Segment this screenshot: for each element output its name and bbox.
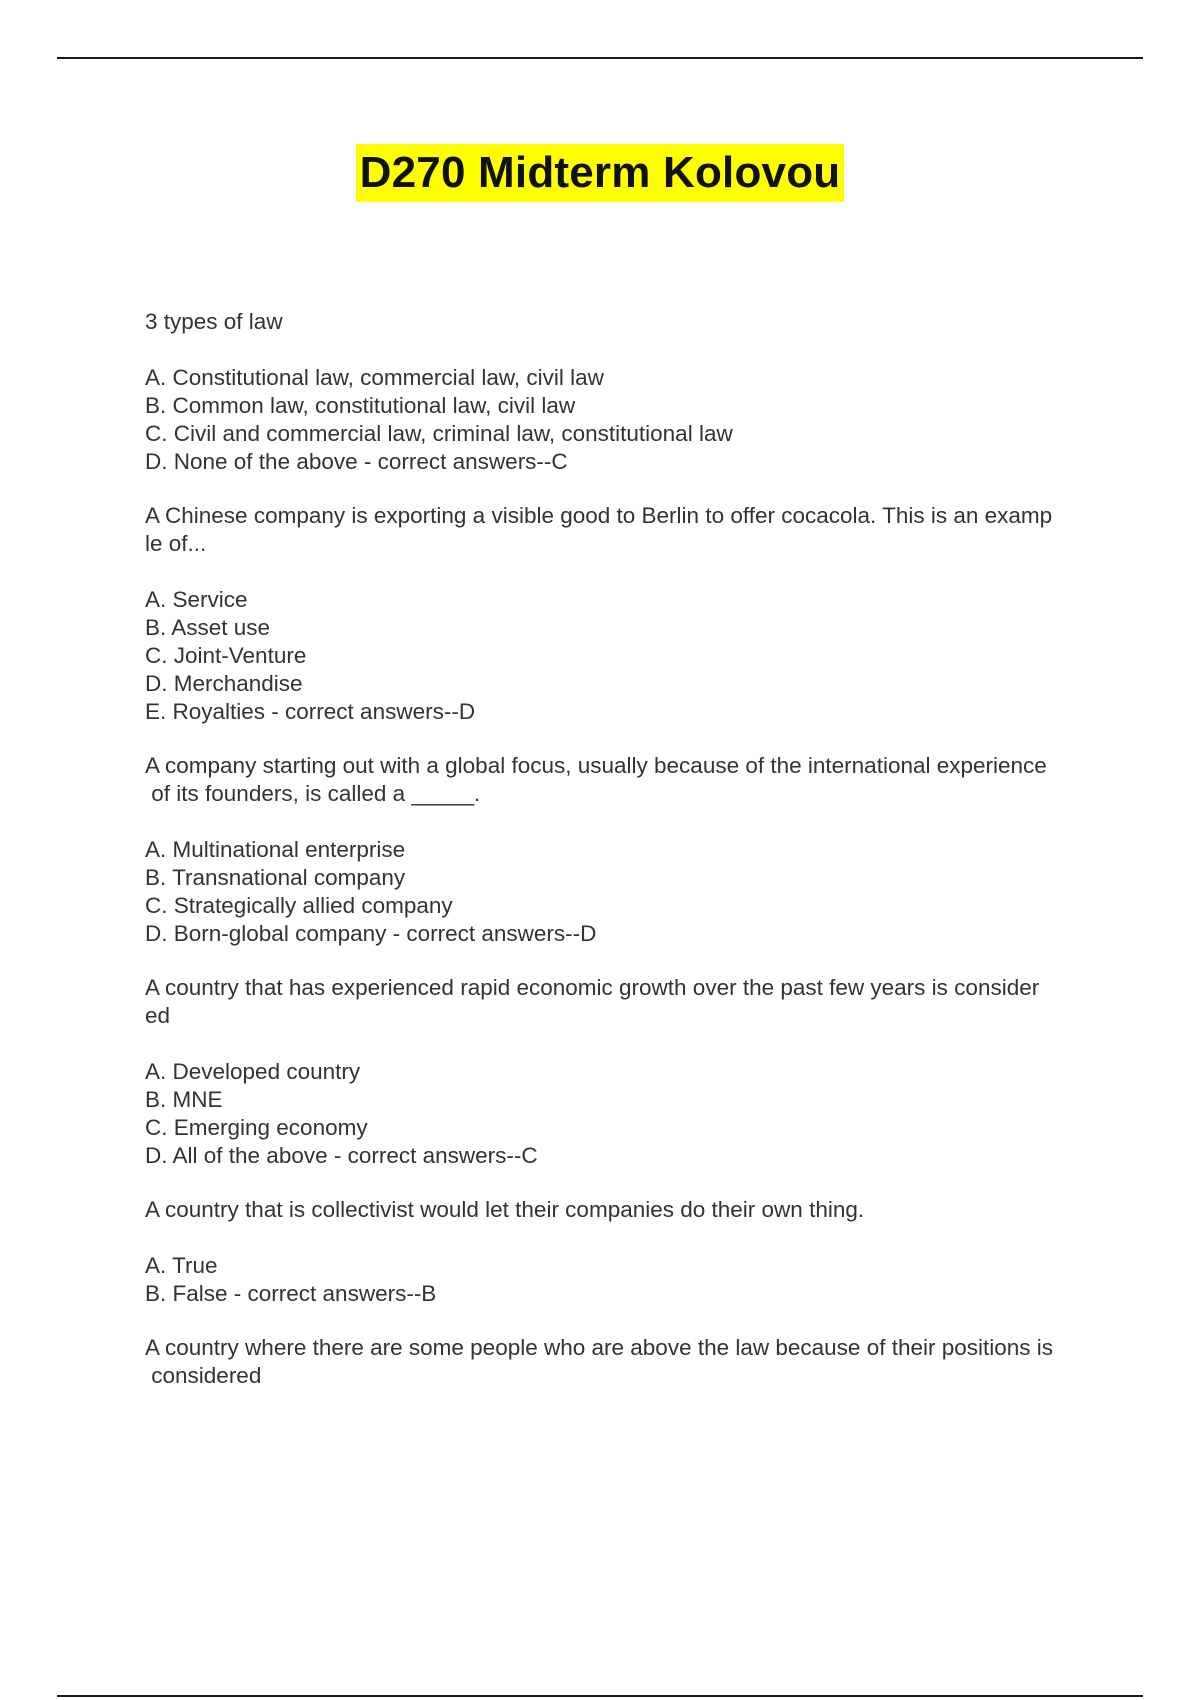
answer-option: C. Joint-Venture (145, 643, 307, 668)
question-list (145, 308, 1095, 1418)
answer-options (145, 364, 1095, 476)
question-stem: A company starting out with a global focus, usually because of the international experience of its founders, is called a _____. (145, 753, 1047, 806)
question-item (145, 1196, 1095, 1308)
answer-option: A. True (145, 1253, 218, 1278)
document-title: D270 Midterm Kolovou (356, 144, 845, 202)
answer-option: C. Civil and commercial law, criminal law, constitutional law (145, 421, 733, 446)
header-rule (57, 57, 1143, 59)
answer-options (145, 836, 1095, 948)
question-stem: A country that is collectivist would let their companies do their own thing. (145, 1197, 865, 1222)
answer-options (145, 586, 1095, 726)
answer-option: A. Constitutional law, commercial law, civil law (145, 365, 604, 390)
answer-option: A. Developed country (145, 1059, 361, 1084)
question-item (145, 974, 1095, 1170)
answer-option: D. All of the above - correct answers--C (145, 1143, 538, 1168)
answer-option: E. Royalties - correct answers--D (145, 699, 476, 724)
answer-option: A. Multinational enterprise (145, 837, 406, 862)
question-stem: 3 types of law (145, 309, 283, 334)
answer-option: C. Strategically allied company (145, 893, 453, 918)
answer-option: D. Born-global company - correct answers--D (145, 921, 597, 946)
question-item (145, 308, 1095, 476)
question-stem: A Chinese company is exporting a visible good to Berlin to offer cocacola. This is an examp le of... (145, 503, 1053, 556)
answer-option: D. None of the above - correct answers--C (145, 449, 568, 474)
answer-options (145, 1058, 1095, 1170)
answer-option: D. Merchandise (145, 671, 303, 696)
answer-options (145, 1252, 1095, 1308)
question-stem: A country where there are some people who are above the law because of their positions is considered (145, 1335, 1054, 1388)
answer-option: A. Service (145, 587, 248, 612)
answer-option: B. MNE (145, 1087, 223, 1112)
answer-option: C. Emerging economy (145, 1115, 368, 1140)
answer-option: B. False - correct answers--B (145, 1281, 437, 1306)
answer-option: B. Asset use (145, 615, 271, 640)
question-item (145, 752, 1095, 948)
question-item (145, 1334, 1095, 1390)
answer-option: B. Transnational company (145, 865, 406, 890)
answer-option: B. Common law, constitutional law, civil law (145, 393, 576, 418)
footer-rule (57, 1695, 1143, 1697)
title-block (0, 144, 1200, 202)
question-stem: A country that has experienced rapid economic growth over the past few years is consider ed (145, 975, 1040, 1028)
question-item (145, 502, 1095, 726)
